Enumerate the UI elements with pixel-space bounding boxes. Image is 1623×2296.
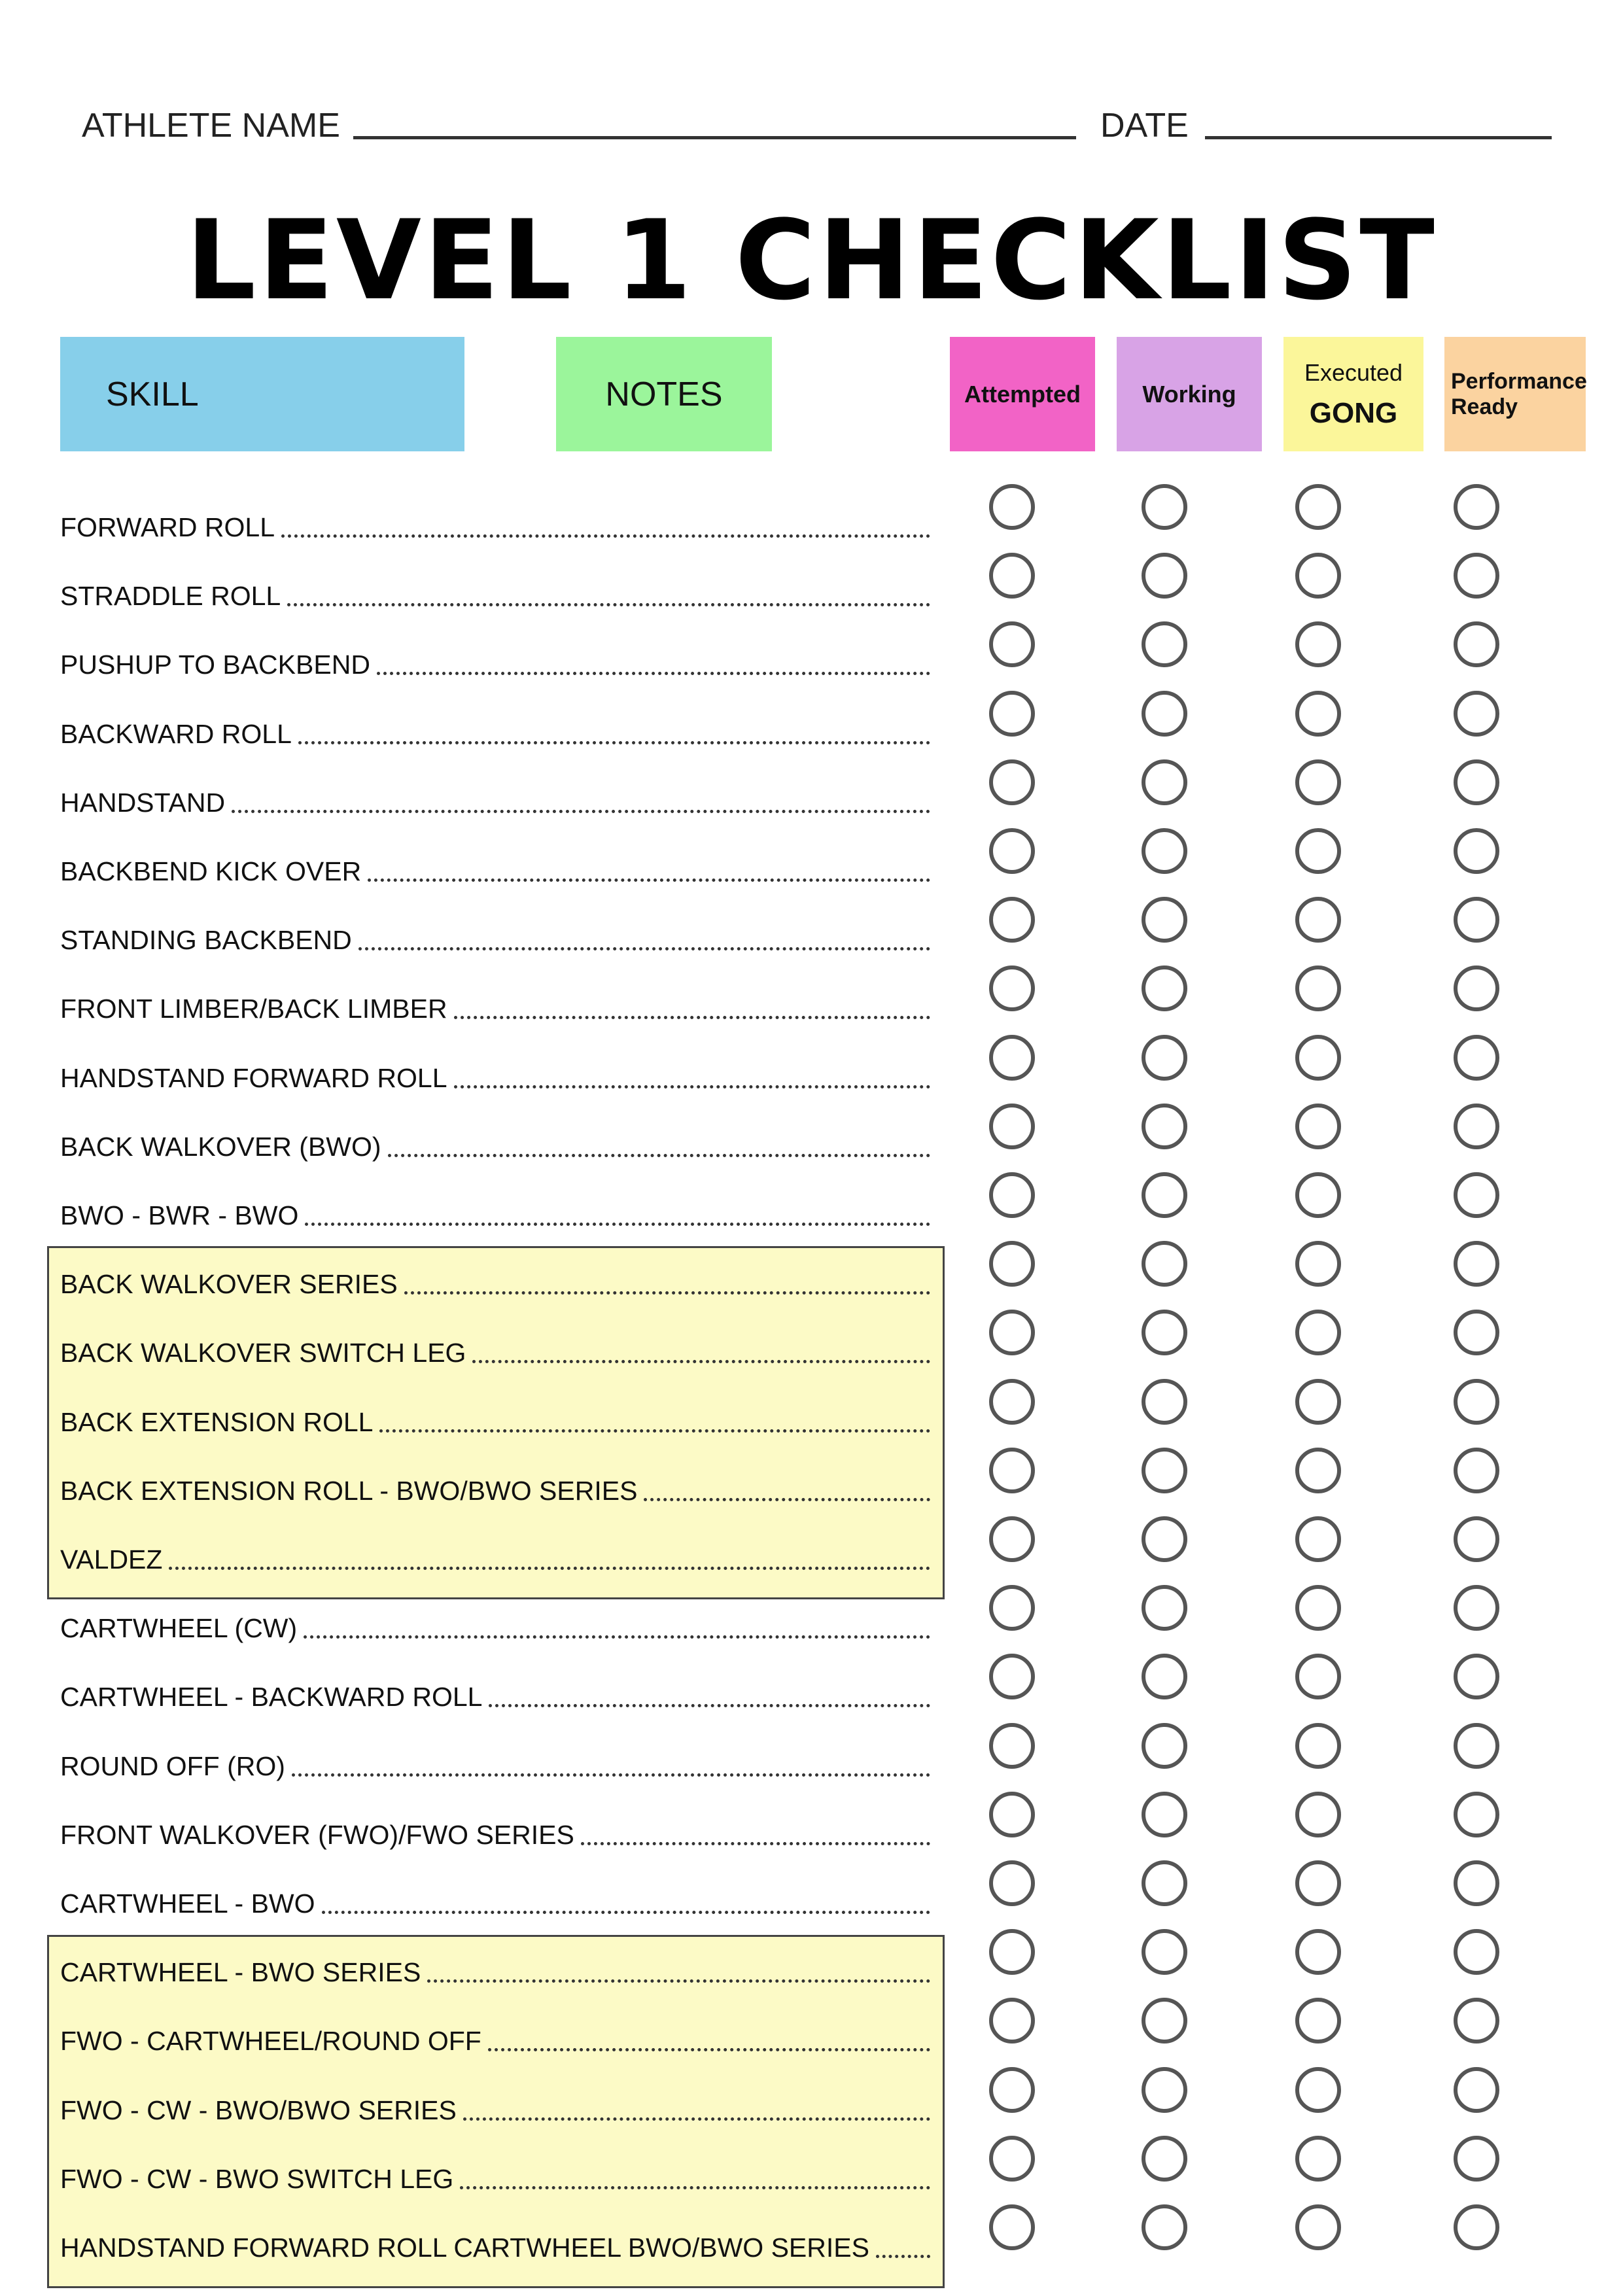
working-checkbox[interactable] bbox=[1142, 1723, 1187, 1769]
working-header bbox=[1117, 337, 1262, 451]
attempted-checkbox[interactable] bbox=[989, 965, 1035, 1011]
performance-header-sublabel: Ready bbox=[1451, 394, 1518, 419]
attempted-checkbox[interactable] bbox=[989, 1998, 1035, 2044]
executed-checkbox[interactable] bbox=[1295, 1723, 1341, 1769]
executed-checkbox[interactable] bbox=[1295, 1241, 1341, 1287]
working-checkbox[interactable] bbox=[1142, 1172, 1187, 1218]
working-checkbox[interactable] bbox=[1142, 1585, 1187, 1631]
working-checkbox[interactable] bbox=[1142, 1516, 1187, 1562]
skill-row bbox=[60, 856, 930, 887]
executed-checkbox[interactable] bbox=[1295, 1104, 1341, 1149]
skill-label: BACK WALKOVER SWITCH LEG bbox=[60, 1338, 466, 1368]
leader-dots[interactable] bbox=[388, 1154, 930, 1157]
leader-dots[interactable] bbox=[581, 1842, 930, 1845]
skill-label: BACKWARD ROLL bbox=[60, 718, 292, 749]
skill-header bbox=[60, 337, 464, 451]
executed-checkbox[interactable] bbox=[1295, 1379, 1341, 1425]
leader-dots[interactable] bbox=[472, 1360, 930, 1363]
working-checkbox[interactable] bbox=[1142, 897, 1187, 943]
skill-label: FWO - CW - BWO SWITCH LEG bbox=[60, 2163, 454, 2194]
working-checkbox[interactable] bbox=[1142, 1379, 1187, 1425]
executed-header-sublabel: GONG bbox=[1309, 396, 1398, 429]
working-checkbox[interactable] bbox=[1142, 1654, 1187, 1699]
attempted-checkbox[interactable] bbox=[989, 1585, 1035, 1631]
leader-dots[interactable] bbox=[287, 603, 930, 606]
attempted-checkbox[interactable] bbox=[989, 1379, 1035, 1425]
attempted-header bbox=[950, 337, 1095, 451]
attempted-checkbox[interactable] bbox=[989, 1860, 1035, 1906]
skill-row bbox=[60, 1888, 930, 1919]
athlete-name-field[interactable] bbox=[353, 136, 1076, 139]
skill-label: BACKBEND KICK OVER bbox=[60, 856, 362, 886]
leader-dots[interactable] bbox=[463, 2117, 930, 2121]
working-checkbox[interactable] bbox=[1142, 1998, 1187, 2044]
skill-label: CARTWHEEL - BWO bbox=[60, 1888, 315, 1919]
skill-row bbox=[60, 1476, 930, 1506]
leader-dots[interactable] bbox=[281, 534, 930, 538]
attempted-checkbox[interactable] bbox=[989, 484, 1035, 530]
skill-row bbox=[60, 719, 930, 750]
attempted-checkbox[interactable] bbox=[989, 1654, 1035, 1699]
attempted-header-label: Attempted bbox=[964, 380, 1081, 408]
skill-row bbox=[60, 1751, 930, 1782]
attempted-checkbox[interactable] bbox=[989, 1241, 1035, 1287]
executed-checkbox[interactable] bbox=[1295, 691, 1341, 737]
performance-header bbox=[1444, 337, 1586, 451]
skill-row bbox=[60, 1613, 930, 1644]
skill-label: BACK WALKOVER SERIES bbox=[60, 1269, 398, 1300]
leader-dots[interactable] bbox=[404, 1291, 930, 1295]
skill-row bbox=[60, 2095, 930, 2126]
skill-row bbox=[60, 1544, 930, 1575]
skill-label: PUSHUP TO BACKBEND bbox=[60, 650, 370, 680]
leader-dots[interactable] bbox=[377, 672, 930, 675]
athlete-name-label: ATHLETE NAME bbox=[82, 107, 340, 145]
skill-row bbox=[60, 788, 930, 818]
working-checkbox[interactable] bbox=[1142, 2136, 1187, 2182]
executed-checkbox[interactable] bbox=[1295, 1929, 1341, 1975]
skill-label: CARTWHEEL - BWO SERIES bbox=[60, 1957, 421, 1988]
attempted-checkbox[interactable] bbox=[989, 828, 1035, 874]
performance-checkbox[interactable] bbox=[1454, 691, 1499, 737]
leader-dots[interactable] bbox=[488, 2048, 930, 2051]
leader-dots[interactable] bbox=[876, 2255, 930, 2258]
performance-checkbox[interactable] bbox=[1454, 1379, 1499, 1425]
performance-checkbox[interactable] bbox=[1454, 1860, 1499, 1906]
leader-dots[interactable] bbox=[169, 1567, 930, 1570]
skill-label: BACK EXTENSION ROLL - BWO/BWO SERIES bbox=[60, 1475, 638, 1506]
skill-row bbox=[60, 1200, 930, 1231]
skill-row bbox=[60, 2164, 930, 2195]
leader-dots[interactable] bbox=[292, 1773, 930, 1777]
skill-label: STRADDLE ROLL bbox=[60, 581, 281, 612]
skill-label: FWO - CARTWHEEL/ROUND OFF bbox=[60, 2026, 481, 2057]
working-checkbox[interactable] bbox=[1142, 621, 1187, 667]
skill-row bbox=[60, 1682, 930, 1713]
executed-checkbox[interactable] bbox=[1295, 1654, 1341, 1699]
skill-label: HANDSTAND bbox=[60, 787, 226, 818]
performance-checkbox[interactable] bbox=[1454, 1998, 1499, 2044]
executed-checkbox[interactable] bbox=[1295, 1448, 1341, 1493]
leader-dots[interactable] bbox=[489, 1704, 930, 1707]
performance-checkbox[interactable] bbox=[1454, 1035, 1499, 1081]
executed-header-label: Executed bbox=[1304, 358, 1403, 386]
executed-checkbox[interactable] bbox=[1295, 621, 1341, 667]
executed-checkbox[interactable] bbox=[1295, 828, 1341, 874]
performance-header-label: Performance bbox=[1451, 368, 1587, 394]
leader-dots[interactable] bbox=[232, 810, 930, 813]
performance-checkbox[interactable] bbox=[1454, 1792, 1499, 1837]
attempted-checkbox[interactable] bbox=[989, 1516, 1035, 1562]
working-checkbox[interactable] bbox=[1142, 1860, 1187, 1906]
executed-checkbox[interactable] bbox=[1295, 2136, 1341, 2182]
attempted-checkbox[interactable] bbox=[989, 1310, 1035, 1355]
notes-header bbox=[556, 337, 772, 451]
skill-row bbox=[60, 581, 930, 612]
performance-checkbox[interactable] bbox=[1454, 965, 1499, 1011]
executed-checkbox[interactable] bbox=[1295, 897, 1341, 943]
attempted-checkbox[interactable] bbox=[989, 1792, 1035, 1837]
working-header-label: Working bbox=[1142, 380, 1236, 408]
leader-dots[interactable] bbox=[460, 2186, 930, 2189]
skill-row bbox=[60, 1957, 930, 1988]
attempted-checkbox[interactable] bbox=[989, 553, 1035, 599]
working-checkbox[interactable] bbox=[1142, 1310, 1187, 1355]
executed-checkbox[interactable] bbox=[1295, 1792, 1341, 1837]
skill-label: STANDING BACKBEND bbox=[60, 925, 352, 956]
skill-row bbox=[60, 1063, 930, 1094]
executed-checkbox[interactable] bbox=[1295, 484, 1341, 530]
performance-checkbox[interactable] bbox=[1454, 1310, 1499, 1355]
executed-checkbox[interactable] bbox=[1295, 965, 1341, 1011]
leader-dots[interactable] bbox=[322, 1911, 930, 1914]
attempted-checkbox[interactable] bbox=[989, 759, 1035, 805]
working-checkbox[interactable] bbox=[1142, 1035, 1187, 1081]
skill-label: BACK EXTENSION ROLL bbox=[60, 1406, 374, 1437]
performance-checkbox[interactable] bbox=[1454, 1929, 1499, 1975]
working-checkbox[interactable] bbox=[1142, 965, 1187, 1011]
performance-checkbox[interactable] bbox=[1454, 1172, 1499, 1218]
date-label: DATE bbox=[1100, 107, 1189, 145]
attempted-checkbox[interactable] bbox=[989, 2067, 1035, 2113]
working-checkbox[interactable] bbox=[1142, 691, 1187, 737]
performance-checkbox[interactable] bbox=[1454, 1448, 1499, 1493]
executed-checkbox[interactable] bbox=[1295, 2204, 1341, 2250]
working-checkbox[interactable] bbox=[1142, 2204, 1187, 2250]
working-checkbox[interactable] bbox=[1142, 759, 1187, 805]
executed-checkbox[interactable] bbox=[1295, 1998, 1341, 2044]
performance-checkbox[interactable] bbox=[1454, 1241, 1499, 1287]
skill-row bbox=[60, 1820, 930, 1851]
executed-checkbox[interactable] bbox=[1295, 1860, 1341, 1906]
leader-dots[interactable] bbox=[454, 1085, 930, 1088]
performance-checkbox[interactable] bbox=[1454, 1104, 1499, 1149]
skill-row bbox=[60, 925, 930, 956]
attempted-checkbox[interactable] bbox=[989, 621, 1035, 667]
skill-row bbox=[60, 994, 930, 1024]
performance-checkbox[interactable] bbox=[1454, 484, 1499, 530]
working-checkbox[interactable] bbox=[1142, 1929, 1187, 1975]
executed-checkbox[interactable] bbox=[1295, 1516, 1341, 1562]
skill-row bbox=[60, 512, 930, 543]
skill-header-label: SKILL bbox=[106, 375, 199, 413]
executed-checkbox[interactable] bbox=[1295, 1310, 1341, 1355]
leader-dots[interactable] bbox=[298, 741, 930, 744]
leader-dots[interactable] bbox=[427, 1979, 930, 1983]
performance-checkbox[interactable] bbox=[1454, 897, 1499, 943]
working-checkbox[interactable] bbox=[1142, 484, 1187, 530]
skill-label: CARTWHEEL - BACKWARD ROLL bbox=[60, 1682, 483, 1713]
date-field[interactable] bbox=[1205, 136, 1552, 139]
performance-checkbox[interactable] bbox=[1454, 553, 1499, 599]
attempted-checkbox[interactable] bbox=[989, 1448, 1035, 1493]
attempted-checkbox[interactable] bbox=[989, 1723, 1035, 1769]
performance-checkbox[interactable] bbox=[1454, 1585, 1499, 1631]
attempted-checkbox[interactable] bbox=[989, 1104, 1035, 1149]
page-title: LEVEL 1 CHECKLIST bbox=[186, 196, 1437, 324]
skill-row bbox=[60, 1338, 930, 1368]
attempted-checkbox[interactable] bbox=[989, 1172, 1035, 1218]
skill-label: FWO - CW - BWO/BWO SERIES bbox=[60, 2095, 457, 2125]
working-checkbox[interactable] bbox=[1142, 1104, 1187, 1149]
working-checkbox[interactable] bbox=[1142, 2067, 1187, 2113]
skill-label: BWO - BWR - BWO bbox=[60, 1200, 299, 1230]
skill-label: BACK WALKOVER (BWO) bbox=[60, 1131, 381, 1162]
skill-label: FRONT WALKOVER (FWO)/FWO SERIES bbox=[60, 1819, 574, 1850]
executed-checkbox[interactable] bbox=[1295, 1172, 1341, 1218]
attempted-checkbox[interactable] bbox=[989, 897, 1035, 943]
leader-dots[interactable] bbox=[644, 1498, 930, 1501]
performance-checkbox[interactable] bbox=[1454, 2204, 1499, 2250]
performance-checkbox[interactable] bbox=[1454, 759, 1499, 805]
performance-checkbox[interactable] bbox=[1454, 1654, 1499, 1699]
executed-header bbox=[1283, 337, 1423, 451]
skill-label: FORWARD ROLL bbox=[60, 512, 275, 542]
leader-dots[interactable] bbox=[304, 1635, 930, 1639]
skill-label: VALDEZ bbox=[60, 1544, 163, 1574]
executed-checkbox[interactable] bbox=[1295, 759, 1341, 805]
performance-checkbox[interactable] bbox=[1454, 1723, 1499, 1769]
skill-row bbox=[60, 1132, 930, 1162]
skill-row bbox=[60, 1269, 930, 1300]
attempted-checkbox[interactable] bbox=[989, 691, 1035, 737]
skill-row bbox=[60, 1407, 930, 1438]
working-checkbox[interactable] bbox=[1142, 1241, 1187, 1287]
attempted-checkbox[interactable] bbox=[989, 1035, 1035, 1081]
leader-dots[interactable] bbox=[358, 947, 930, 950]
skill-label: FRONT LIMBER/BACK LIMBER bbox=[60, 994, 447, 1024]
executed-checkbox[interactable] bbox=[1295, 2067, 1341, 2113]
performance-checkbox[interactable] bbox=[1454, 1516, 1499, 1562]
working-checkbox[interactable] bbox=[1142, 828, 1187, 874]
skill-row bbox=[60, 650, 930, 680]
executed-checkbox[interactable] bbox=[1295, 1035, 1341, 1081]
working-checkbox[interactable] bbox=[1142, 1448, 1187, 1493]
performance-checkbox[interactable] bbox=[1454, 621, 1499, 667]
executed-checkbox[interactable] bbox=[1295, 553, 1341, 599]
skill-label: HANDSTAND FORWARD ROLL bbox=[60, 1062, 447, 1093]
notes-header-label: NOTES bbox=[605, 375, 723, 413]
performance-checkbox[interactable] bbox=[1454, 2136, 1499, 2182]
leader-dots[interactable] bbox=[368, 878, 930, 882]
leader-dots[interactable] bbox=[454, 1016, 930, 1019]
skill-row bbox=[60, 2026, 930, 2057]
working-checkbox[interactable] bbox=[1142, 1792, 1187, 1837]
performance-checkbox[interactable] bbox=[1454, 828, 1499, 874]
leader-dots[interactable] bbox=[305, 1223, 930, 1226]
skill-label: HANDSTAND FORWARD ROLL CARTWHEEL BWO/BWO SERIES bbox=[60, 2233, 869, 2263]
skill-row bbox=[60, 2233, 930, 2263]
performance-checkbox[interactable] bbox=[1454, 2067, 1499, 2113]
attempted-checkbox[interactable] bbox=[989, 2136, 1035, 2182]
skill-label: ROUND OFF (RO) bbox=[60, 1750, 285, 1781]
leader-dots[interactable] bbox=[379, 1429, 930, 1433]
skill-label: CARTWHEEL (CW) bbox=[60, 1613, 298, 1644]
attempted-checkbox[interactable] bbox=[989, 2204, 1035, 2250]
working-checkbox[interactable] bbox=[1142, 553, 1187, 599]
attempted-checkbox[interactable] bbox=[989, 1929, 1035, 1975]
executed-checkbox[interactable] bbox=[1295, 1585, 1341, 1631]
